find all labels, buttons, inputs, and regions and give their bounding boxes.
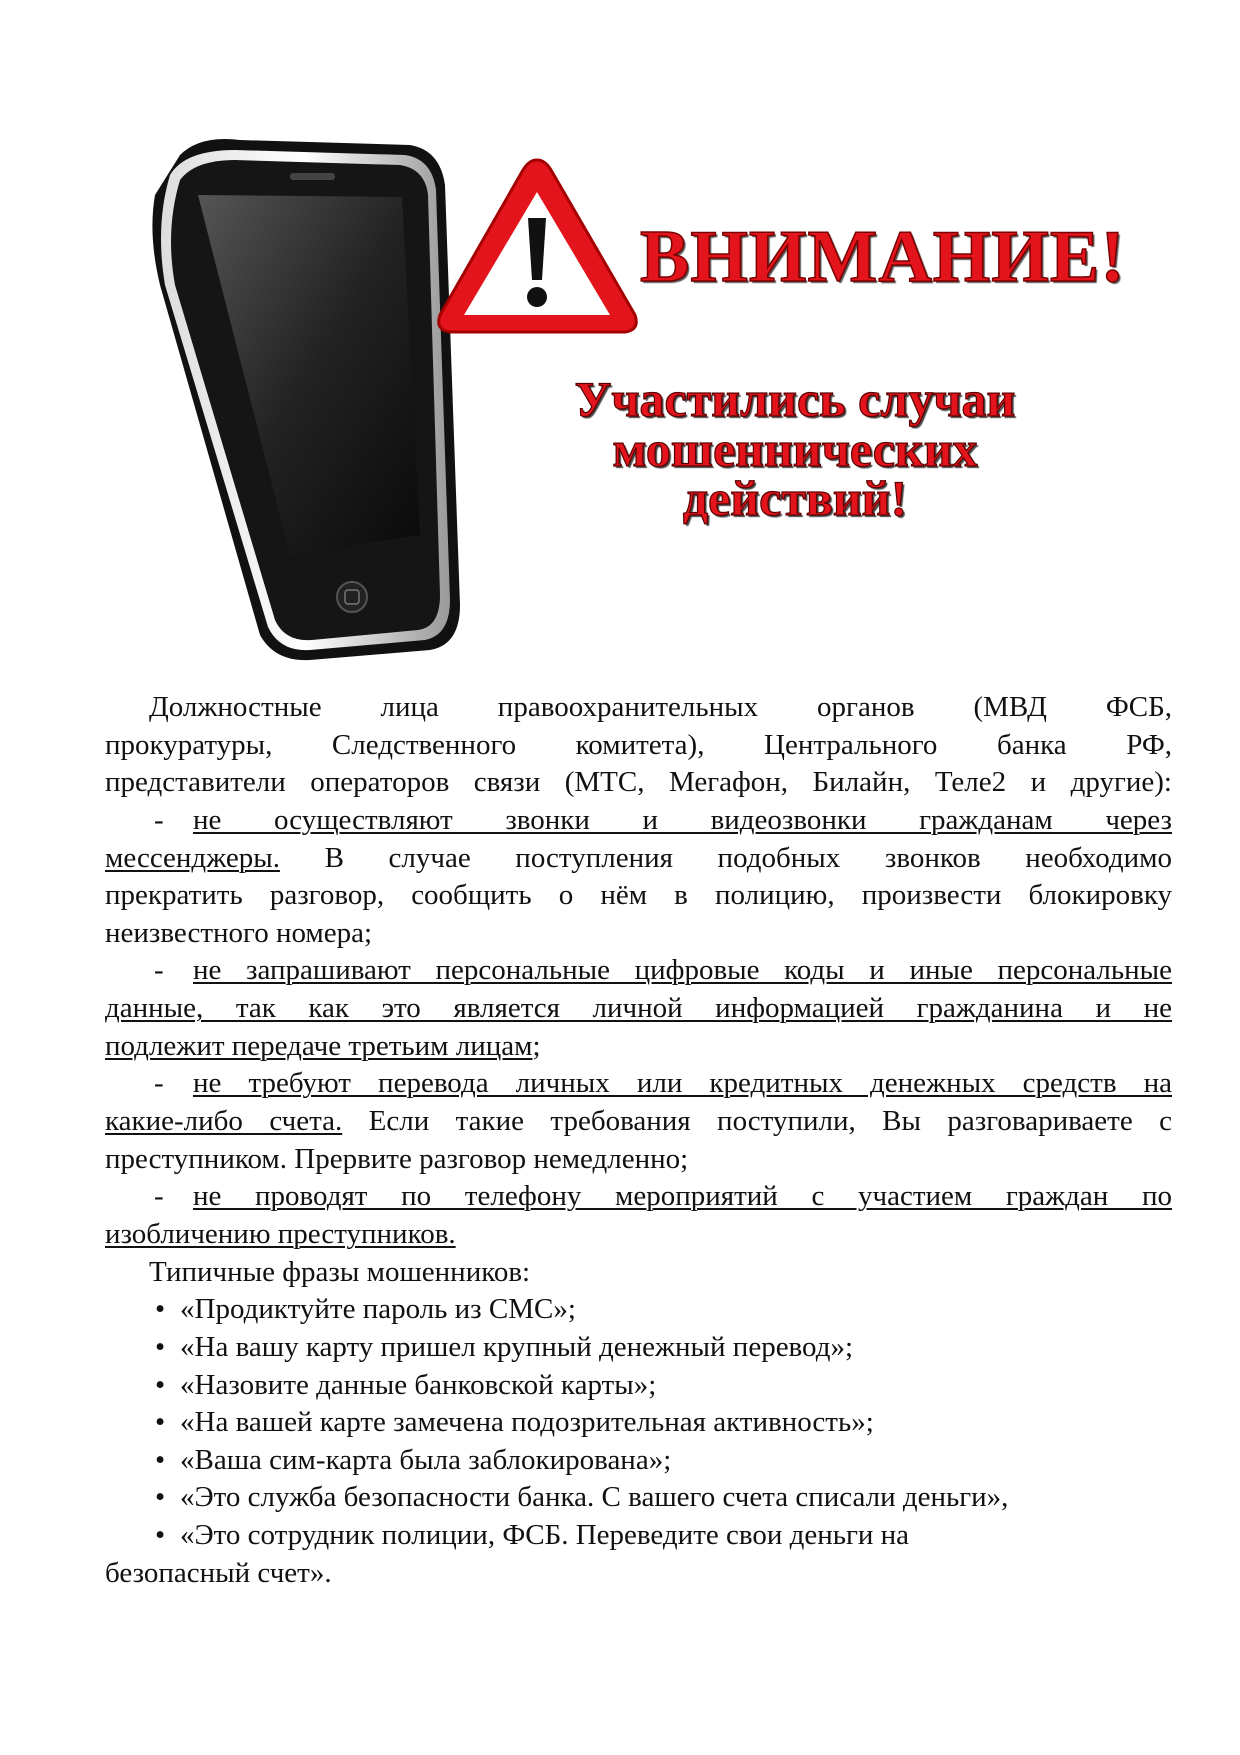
text-segment: «На вашей карте замечена подозрительная активность»; [180, 1406, 874, 1439]
text-line [105, 840, 1172, 878]
underlined-text: изобличению преступников. [105, 1217, 456, 1250]
text-line [105, 727, 1172, 765]
smartphone-illustration [140, 135, 470, 665]
text-line [105, 1065, 1172, 1103]
subtitle-line: мошеннических [612, 421, 978, 477]
bullet-icon: • [155, 1293, 166, 1326]
text-line [105, 1216, 1172, 1254]
dash-marker: - [154, 1067, 164, 1100]
bullet-icon: • [155, 1519, 166, 1552]
text-line [105, 990, 1172, 1028]
text-segment: «Назовите данные банковской карты»; [180, 1368, 657, 1401]
text-line [105, 915, 1172, 953]
text-line [105, 1291, 1172, 1329]
subtitle-line: действий! [682, 470, 908, 526]
text-line [105, 1479, 1172, 1517]
underlined-text: не запрашивают персональные цифровые коды и иные персональные [193, 954, 1172, 987]
underlined-text: данные, так как это является личной информацией гражданина и не [105, 992, 1172, 1025]
underlined-text: не требуют перевода личных или кредитных денежных средств на [193, 1067, 1172, 1100]
underlined-text: подлежит передаче третьим лицам [105, 1029, 533, 1062]
text-line [105, 1178, 1172, 1216]
dash-marker: - [154, 954, 164, 987]
underlined-text: не проводят по телефону мероприятий с участием граждан по [193, 1180, 1172, 1213]
text-segment: «Ваша сим-карта была заблокирована»; [180, 1443, 672, 1476]
bullet-icon: • [155, 1368, 166, 1401]
text-line [105, 1254, 1172, 1292]
text-segment: ; [532, 1029, 541, 1062]
text-segment: «На вашу карту пришел крупный денежный перевод»; [180, 1330, 854, 1363]
text-line [105, 764, 1172, 802]
text-line [105, 1103, 1172, 1141]
text-line [105, 1442, 1172, 1480]
text-line [105, 1141, 1172, 1179]
text-segment: безопасный счет». [105, 1556, 332, 1589]
attention-heading: ВНИМАНИЕ! [640, 216, 1126, 298]
text-line [105, 802, 1172, 840]
text-segment: представители операторов связи (МТС, Мегафон, Билайн, Теле2 и другие): [105, 766, 1172, 799]
bullet-icon: • [155, 1443, 166, 1476]
text-segment: Должностные лица правоохранительных органов (МВД ФСБ, [149, 691, 1172, 723]
text-line [105, 1555, 1172, 1593]
text-segment: «Это сотрудник полиции, ФСБ. Переведите свои деньги на [180, 1519, 910, 1552]
text-segment: Если такие требования поступили, Вы разговариваете с [342, 1105, 1172, 1138]
notice-body [105, 689, 1172, 1592]
warning-triangle-icon [430, 150, 645, 340]
text-line [105, 1028, 1172, 1066]
text-segment: прокуратуры, Следственного комитета), Центрального банка РФ, [105, 728, 1172, 761]
text-segment: прекратить разговор, сообщить о нём в полицию, произвести блокировку [105, 879, 1172, 912]
text-segment: В случае поступления подобных звонков необходимо [279, 841, 1172, 874]
text-line [105, 952, 1172, 990]
text-segment: Типичные фразы мошенников: [149, 1255, 531, 1288]
text-line [105, 1404, 1172, 1442]
dash-marker: - [154, 1180, 164, 1213]
text-line [105, 877, 1172, 915]
text-segment: преступником. Прервите разговор немедленно; [105, 1142, 689, 1175]
underlined-text: не осуществляют звонки и видеозвонки гражданам через [193, 803, 1172, 836]
text-line [105, 1329, 1172, 1367]
underlined-text: какие-либо счета. [105, 1105, 343, 1138]
underlined-text: мессенджеры. [105, 841, 280, 874]
text-segment: неизвестного номера; [105, 916, 373, 949]
text-line [105, 689, 1172, 727]
text-line [105, 1367, 1172, 1405]
text-line [105, 1517, 1172, 1555]
subtitle-line: Участились случаи [574, 371, 1016, 427]
text-segment: «Продиктуйте пароль из СМС»; [180, 1293, 576, 1326]
bullet-icon: • [155, 1330, 166, 1363]
bullet-icon: • [155, 1481, 166, 1514]
bullet-icon: • [155, 1406, 166, 1439]
text-segment: «Это служба безопасности банка. С вашего счета списали деньги», [180, 1481, 1009, 1514]
dash-marker: - [154, 803, 164, 836]
